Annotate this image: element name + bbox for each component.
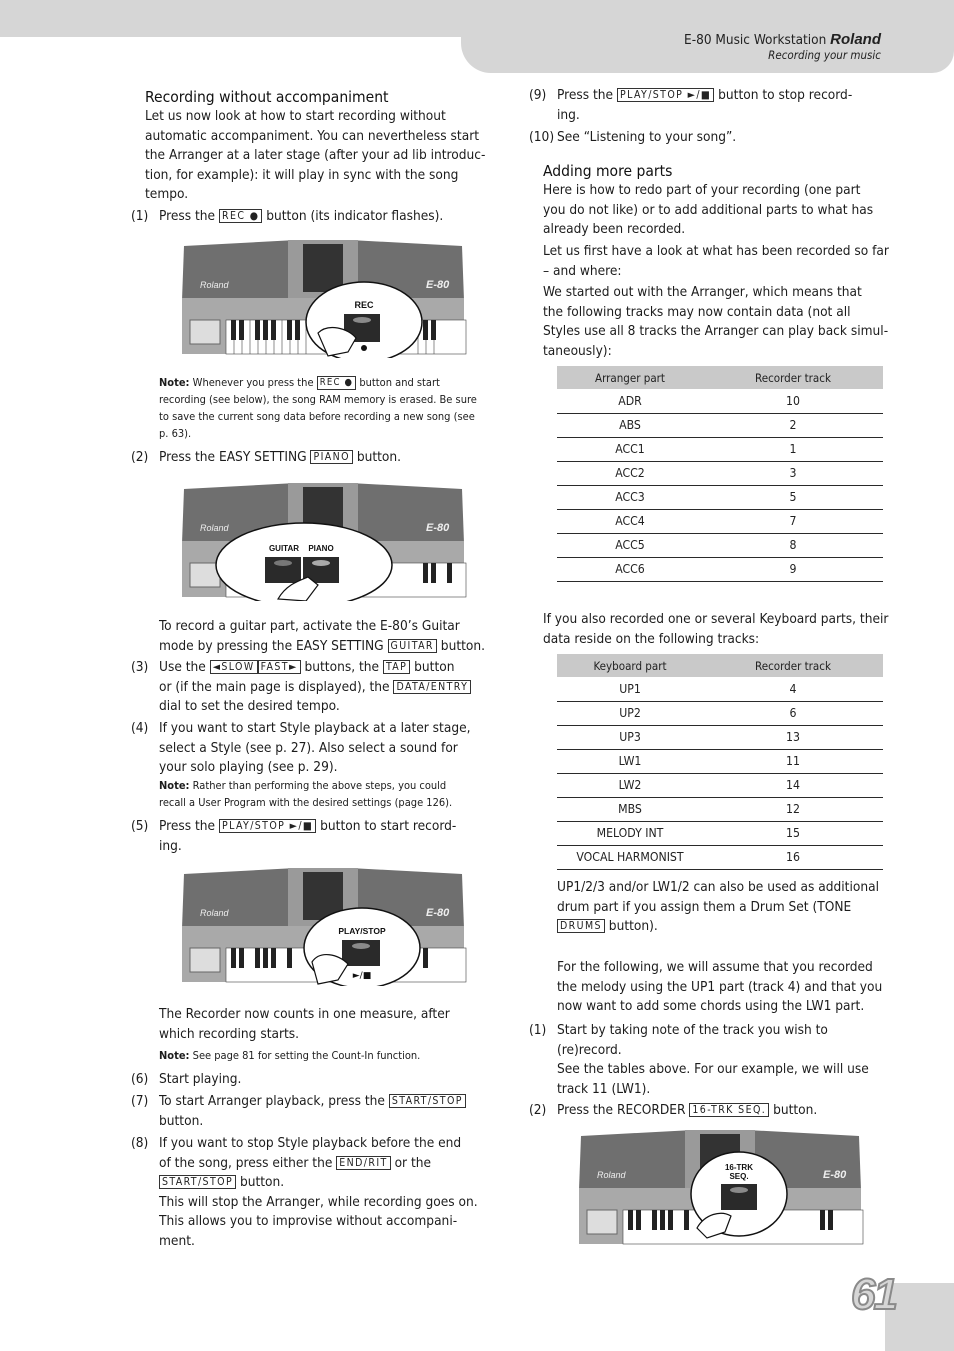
note-1: Note: Whenever you press the REC ● button and start recording (see below), the song RAM memory is erased. Be sure to save the current song data before recording a new song (see p. 63). — [159, 376, 477, 440]
note-2: Note: Rather than performing the above steps, you could recall a User Program with the desired settings (page 126). — [159, 779, 453, 809]
page-number: 61 — [851, 1270, 896, 1319]
step-3: Use the ◄SLOW FAST► buttons, the TAP button or (if the main page is displayed), the DATA/ENTRY dial to set the desired tempo. — [159, 658, 471, 717]
step-5: Press the PLAY/STOP ►/■ button to start record- ing. — [159, 818, 457, 854]
step-number: (8) — [131, 1135, 149, 1151]
table-row: MELODY INT 15 — [557, 821, 883, 845]
step-6: Start playing. — [159, 1071, 242, 1087]
table-row: UP2 6 — [557, 701, 883, 725]
svg-text:REC: REC — [354, 300, 374, 310]
step-r1: Start by taking note of the track you wish to (re)record. See the tables above. For our example, we will use track 11 (LW1). — [557, 1022, 869, 1097]
table-row: ADR 10 — [557, 389, 883, 413]
table-row: MBS 12 — [557, 797, 883, 821]
paragraph-count-in: The Recorder now counts in one measure, after which recording starts. — [159, 1006, 450, 1042]
svg-text:E-80: E-80 — [823, 1169, 847, 1181]
step-4: If you want to start Style playback at a later stage, select a Style (see p. 27). Also select a sound for your solo playing (see p. 29). — [159, 720, 471, 775]
step-number: (2) — [529, 1102, 547, 1118]
table-row: UP3 13 — [557, 725, 883, 749]
svg-text:PIANO: PIANO — [308, 544, 334, 553]
paragraph-assumption: For the following, we will assume that you recorded the melody using the UP1 part (track 4) and that you now want to add some chords using the LW1 part. — [557, 959, 883, 1014]
heading-recording-without-accompaniment: Recording without accompaniment — [145, 88, 389, 106]
step-2: Press the EASY SETTING PIANO button. — [159, 449, 402, 465]
svg-text:Roland: Roland — [200, 523, 229, 533]
heading-adding-more-parts: Adding more parts — [543, 162, 673, 180]
step-number: (6) — [131, 1071, 149, 1087]
keyboard-illustration-rec — [178, 238, 468, 358]
start-stop-key: START/STOP — [389, 1094, 466, 1108]
step-1: Press the REC ● button (its indicator flashes). — [159, 208, 444, 224]
header-product: E-80 Music Workstation Roland — [684, 31, 881, 48]
svg-text:Roland: Roland — [200, 908, 229, 918]
step-number: (2) — [131, 449, 149, 465]
step-9: Press the PLAY/STOP ►/■ button to stop record- ing. — [557, 87, 853, 123]
table-header: Recorder track — [703, 654, 883, 677]
table-row: UP1 4 — [557, 677, 883, 701]
keyboard-illustration-16-trk-seq — [575, 1128, 865, 1248]
table-row: LW1 11 — [557, 749, 883, 773]
step-8: If you want to stop Style playback before the end of the song, press either the END/RIT or the START/STOP button. This will stop the Arranger, while recording goes on. This allows you to improvise without accompani- ment. — [159, 1135, 478, 1249]
brand-logo: Roland — [830, 31, 881, 48]
paragraph-drum-part: UP1/2/3 and/or LW1/2 can also be used as additional drum part if you assign them a Drum Set (TONE DRUMS button). — [557, 879, 879, 934]
step-number: (1) — [529, 1022, 547, 1038]
keyboard-illustration-play-stop — [178, 866, 468, 986]
header-section: Recording your music — [768, 48, 881, 62]
step-number: (10) — [529, 129, 555, 145]
piano-key: PIANO — [310, 450, 352, 464]
svg-text:Roland: Roland — [597, 1170, 626, 1180]
step-10: See “Listening to your song”. — [557, 129, 737, 145]
svg-text:E-80: E-80 — [426, 907, 450, 919]
step-number: (3) — [131, 659, 149, 675]
table-row: ABS 2 — [557, 413, 883, 437]
table-row: ACC6 9 — [557, 557, 883, 581]
svg-text:E-80: E-80 — [426, 522, 450, 534]
table-row: ACC5 8 — [557, 533, 883, 557]
step-number: (7) — [131, 1093, 149, 1109]
table-header: Arranger part — [557, 366, 703, 389]
16-trk-seq-key: 16-TRK SEQ. — [689, 1103, 769, 1117]
paragraph-adding-3: We started out with the Arranger, which means that the following tracks may now contain data (not all Styles use all 8 tracks the Arranger can play back simul- taneously): — [543, 284, 889, 359]
paragraph-adding-2: Let us first have a look at what has been recorded so far – and where: — [543, 243, 889, 279]
table-row: ACC4 7 — [557, 509, 883, 533]
arranger-tracks-table — [557, 366, 883, 582]
table-row: ACC2 3 — [557, 461, 883, 485]
step-7: To start Arranger playback, press the START/STOP button. — [159, 1092, 466, 1131]
step-number: (1) — [131, 208, 149, 224]
play-stop-key: PLAY/STOP ►/■ — [219, 819, 316, 833]
guitar-key: GUITAR — [388, 639, 437, 653]
drums-key: DRUMS — [557, 919, 605, 933]
paragraph-guitar: To record a guitar part, activate the E-80’s Guitar mode by pressing the EASY SETTING GUITAR button. — [159, 618, 486, 654]
keyboard-tracks-table — [557, 654, 883, 870]
svg-text:E-80: E-80 — [426, 279, 450, 291]
step-number: (9) — [529, 87, 547, 103]
paragraph-adding-1: Here is how to redo part of your recording (one part you do not like) or to add additional parts to what has already been recorded. — [543, 182, 874, 237]
paragraph-keyboard-parts: If you also recorded one or several Keyboard parts, their data reside on the following tracks: — [543, 611, 889, 647]
table-header: Recorder track — [703, 366, 883, 389]
note-3: Note: See page 81 for setting the Count-In function. — [159, 1049, 421, 1062]
svg-text:PLAY/STOP: PLAY/STOP — [338, 926, 386, 936]
svg-text:►/■: ►/■ — [352, 971, 372, 981]
paragraph-intro: Let us now look at how to start recording without automatic accompaniment. You can nevertheless start the Arranger at a later stage (after your ad lib introduc- tion, for example): it will play in sync with the song tempo. — [145, 108, 486, 202]
step-number: (4) — [131, 720, 149, 736]
step-r2: Press the RECORDER 16-TRK SEQ. button. — [557, 1102, 818, 1118]
svg-text:SEQ.: SEQ. — [729, 1172, 749, 1181]
svg-text:GUITAR: GUITAR — [268, 544, 300, 553]
table-row: ACC1 1 — [557, 437, 883, 461]
table-row: LW2 14 — [557, 773, 883, 797]
keyboard-illustration-guitar-piano — [178, 481, 468, 601]
step-number: (5) — [131, 818, 149, 834]
table-row: ACC3 5 — [557, 485, 883, 509]
table-header: Keyboard part — [557, 654, 703, 677]
rec-key: REC ● — [219, 209, 262, 223]
table-row: VOCAL HARMONIST 16 — [557, 845, 883, 869]
svg-text:16-TRK: 16-TRK — [724, 1163, 754, 1172]
svg-text:Roland: Roland — [200, 280, 229, 290]
